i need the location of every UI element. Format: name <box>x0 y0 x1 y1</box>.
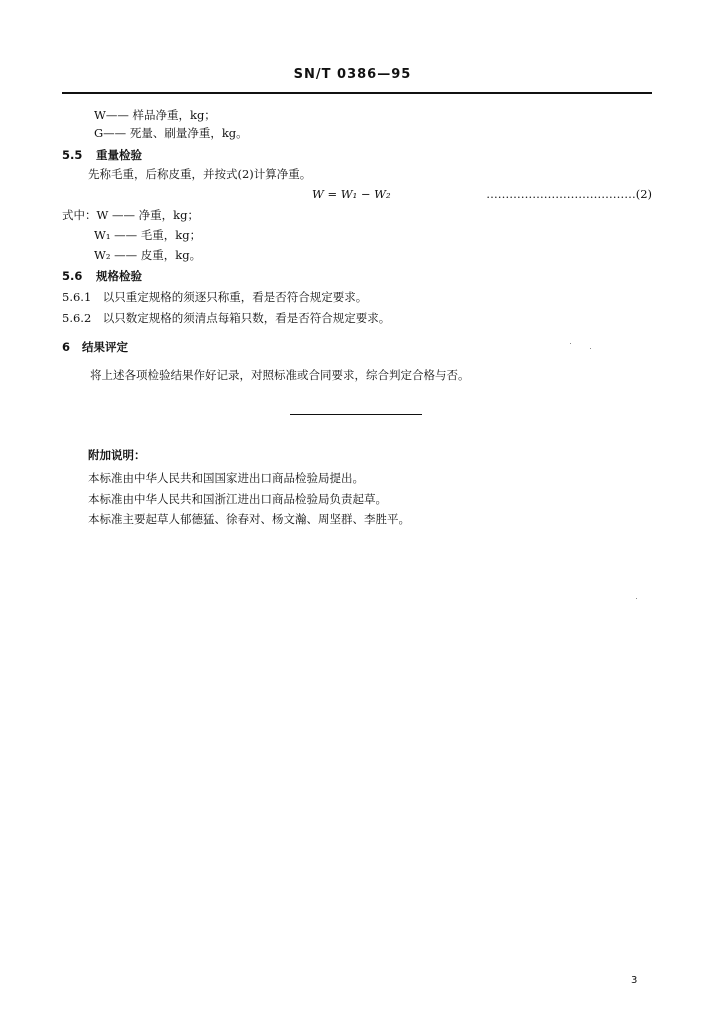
header-rule <box>62 92 652 94</box>
section-6-text: 将上述各项检验结果作好记录，对照标准或合同要求，综合判定合格与否。 <box>90 368 470 382</box>
section-6-number: 6 <box>62 340 71 354</box>
section-5-5-text: 先称毛重，后称皮重，并按式(2)计算净重。 <box>88 167 312 181</box>
additional-note-2: 本标准由中华人民共和国浙江进出口商品检验局负责起草。 <box>88 492 387 506</box>
definition-g: G—— 死量、刷量净重，kg。 <box>94 126 248 140</box>
section-5-6-number: 5.6 <box>62 269 83 283</box>
additional-note-1: 本标准由中华人民共和国国家进出口商品检验局提出。 <box>88 471 364 485</box>
section-5-6-title: 规格检验 <box>96 269 142 283</box>
net-weight-formula: W = W₁ − W₂ <box>312 187 391 201</box>
where-clause: 式中：W —— 净重，kg； <box>62 208 199 222</box>
scan-speck <box>590 348 591 349</box>
section-5-5-number: 5.5 <box>62 148 83 162</box>
document-code-header: SN/T 0386—95 <box>293 67 412 82</box>
definition-w: W—— 样品净重，kg； <box>94 108 216 122</box>
additional-notes-title: 附加说明： <box>88 448 146 462</box>
clause-5-6-1: 5.6.1 以只重定规格的须逐只称重，看是否符合规定要求。 <box>62 290 368 304</box>
scan-speck <box>570 343 571 344</box>
definition-w1: W₁ —— 毛重，kg； <box>94 228 202 242</box>
clause-5-6-2: 5.6.2 以只数定规格的须清点每箱只数，看是否符合规定要求。 <box>62 311 391 325</box>
scan-speck <box>636 598 637 599</box>
page-number: 3 <box>631 975 638 986</box>
section-5-5-title: 重量检验 <box>96 148 142 162</box>
definition-w2: W₂ —— 皮重，kg。 <box>94 248 202 262</box>
section-6-title: 结果评定 <box>82 340 128 354</box>
formula-reference: …………………………………(2) <box>486 187 652 201</box>
additional-note-3: 本标准主要起草人郁德猛、徐春对、杨文瀚、周坚群、李胜平。 <box>88 512 410 526</box>
end-separator-line <box>290 414 422 415</box>
